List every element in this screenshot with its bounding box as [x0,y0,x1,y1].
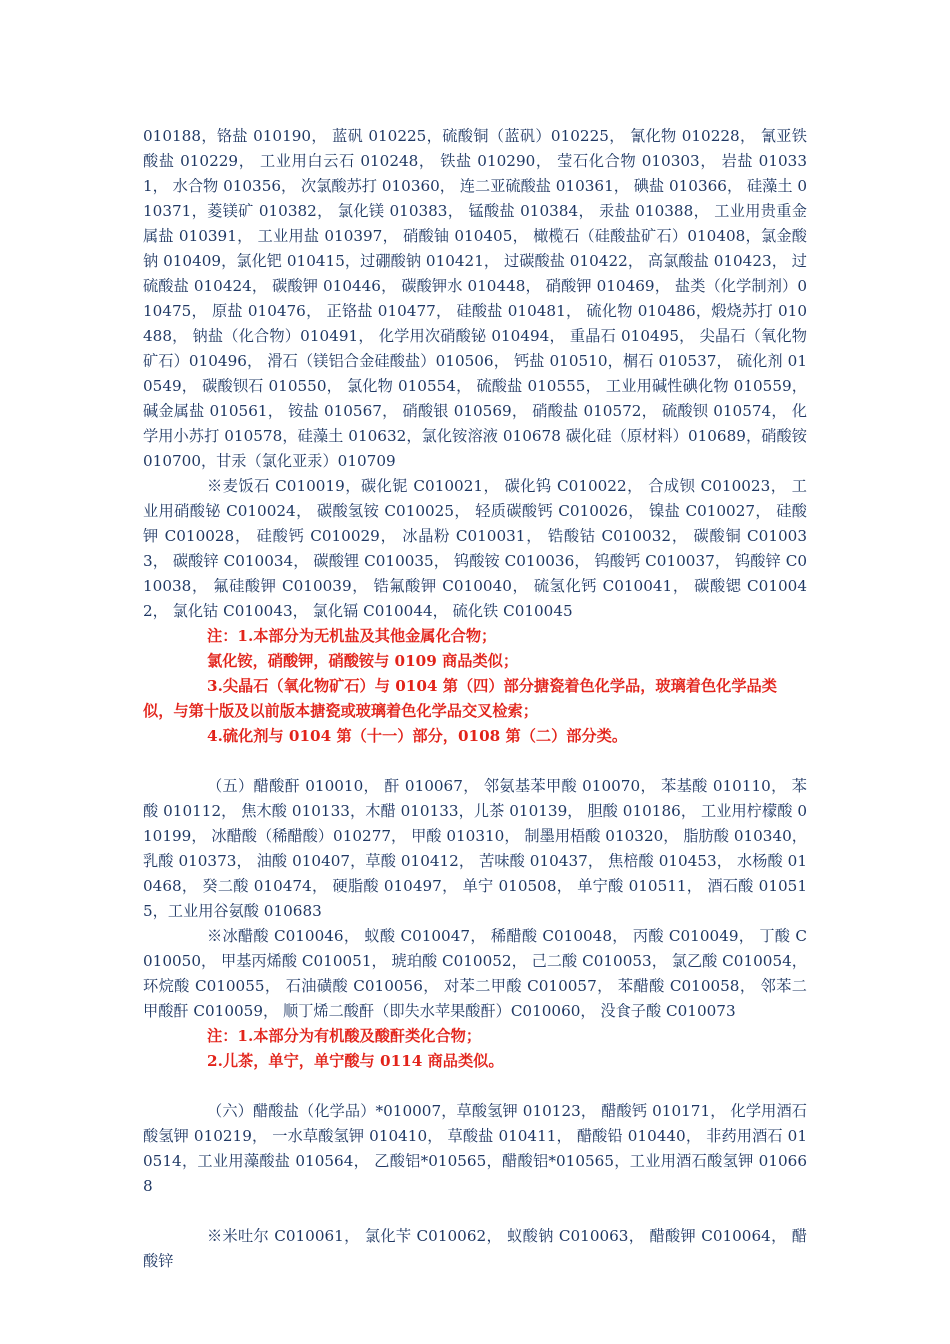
paragraph-acetates: （六）醋酸盐（化学品）*010007，草酸氢钾 010123， 醋酸钙 010171， 化学用酒石酸氢钾 010219， 一水草酸氢钾 010410， 草酸盐 010411， 醋酸铅 010440， 非药用酒石 010514，工业用藻酸盐 010564， 乙酸铝*010565，醋酸铝*010565，工业用酒石酸氢钾 010668 [143,1102,807,1195]
note-line-3: 3.尖晶石（氧化物矿石）与 0104 第（四）部分搪瓷着色化学品，玻璃着色化学品类似，与第十版及以前版本搪瓷或玻璃着色化学品交叉检索； [143,677,777,720]
paragraph-inorganic-salts: 010188，铬盐 010190， 蓝矾 010225，硫酸铜（蓝矾）010225， 氰化物 010228， 氰亚铁酸盐 010229， 工业用白云石 010248， 铁盐 010290， 莹石化合物 010303， 岩盐 010331， 水合物 010356， 次氯酸苏打 010360， 连二亚硫酸盐 010361， 碘盐 010366， 硅藻土 010371，菱镁矿 010382， 氯化镁 010383， 锰酸盐 010384， 汞盐 010388， 工业用贵重金属盐 010391， 工业用盐 010397， 硝酸铀 010405， 橄榄石（硅酸盐矿石）010408，氯金酸钠 010409，氯化钯 010415，过硼酸钠 010421， 过碳酸盐 010422， 高氯酸盐 010423， 过硫酸盐 010424， 碳酸钾 010446， 碳酸钾水 010448， 硝酸钾 010469， 盐类（化学制剂）010475， 原盐 010476， 正铬盐 010477， 硅酸盐 010481， 硫化物 010486，煅烧苏打 010488， 钠盐（化合物）010491， 化学用次硝酸铋 010494， 重晶石 010495， 尖晶石（氧化物矿石）010496， 滑石（镁铝合金硅酸盐）010506， 钙盐 010510，榍石 010537， 硫化剂 010549， 碳酸钡石 010550， 氯化物 010554， 硫酸盐 010555， 工业用碱性碘化物 010559，碱金属盐 010561， 铵盐 010567， 硝酸银 010569， 硝酸盐 010572， 硫酸钡 010574， 化学用小苏打 010578，硅藻土 010632，氯化铵溶液 010678 碳化硅（原材料）010689，硝酸铵 010700，甘汞（氯化亚汞）010709 [143,127,808,470]
spacer [143,1199,807,1224]
spacer [143,749,807,774]
paragraph-acetates-c-codes: ※米吐尔 C010061， 氯化苄 C010062， 蚁酸钠 C010063， 醋酸钾 C010064， 醋酸锌 [143,1227,807,1270]
paragraph-inorganic-c-codes: ※麦饭石 C010019，碳化铌 C010021， 碳化钨 C010022， 合成钡 C010023， 工业用硝酸铋 C010024， 碳酸氢铵 C010025， 轻质碳酸钙 C010026， 镍盐 C010027， 硅酸钾 C010028， 硅酸钙 C010029， 冰晶粉 C010031， 锆酸钴 C010032， 碳酸铜 C010033， 碳酸锌 C010034， 碳酸锂 C010035， 钨酸铵 C010036， 钨酸钙 C010037， 钨酸锌 C010038， 氟硅酸钾 C010039， 锆氟酸钾 C010040， 硫氢化钙 C010041， 碳酸锶 C010042， 氯化钴 C010043， 氯化镉 C010044， 硫化铁 C010045 [143,477,807,620]
note-line-2: 氯化铵，硝酸钾，硝酸铵与 0109 商品类似； [207,652,519,670]
paragraph-organic-acids: （五）醋酸酐 010010， 酐 010067， 邻氨基苯甲酸 010070， 苯基酸 010110， 苯酸 010112， 焦木酸 010133，木醋 010133，儿茶 010139， 胆酸 010186， 工业用柠檬酸 010199， 冰醋酸（稀醋酸）010277， 甲酸 010310， 制墨用梧酸 010320， 脂肪酸 010340， 乳酸 010373， 油酸 010407，草酸 010412， 苦味酸 010437， 焦棓酸 010453， 水杨酸 010468， 癸二酸 010474， 硬脂酸 010497， 单宁 010508， 单宁酸 010511， 酒石酸 010515，工业用谷氨酸 010683 [143,777,807,920]
paragraph-organic-acids-c-codes: ※冰醋酸 C010046， 蚁酸 C010047， 稀醋酸 C010048， 丙酸 C010049， 丁酸 C010050， 甲基丙烯酸 C010051， 琥珀酸 C010052， 己二酸 C010053， 氯乙酸 C010054， 环烷酸 C010055， 石油磺酸 C010056， 对苯二甲酸 C010057， 苯醋酸 C010058， 邻苯二甲酸酐 C010059， 顺丁烯二酸酐（即失水苹果酸酐）C010060， 没食子酸 C010073 [143,927,807,1020]
note-line-6: 2.儿茶，单宁，单宁酸与 0114 商品类似。 [207,1052,504,1070]
note-line-1: 注：1.本部分为无机盐及其他金属化合物； [207,627,497,645]
spacer [143,1074,807,1099]
note-line-4: 4.硫化剂与 0104 第（十一）部分，0108 第（二）部分类。 [207,727,628,745]
note-line-5: 注：1.本部分为有机酸及酸酐类化合物； [207,1027,482,1045]
